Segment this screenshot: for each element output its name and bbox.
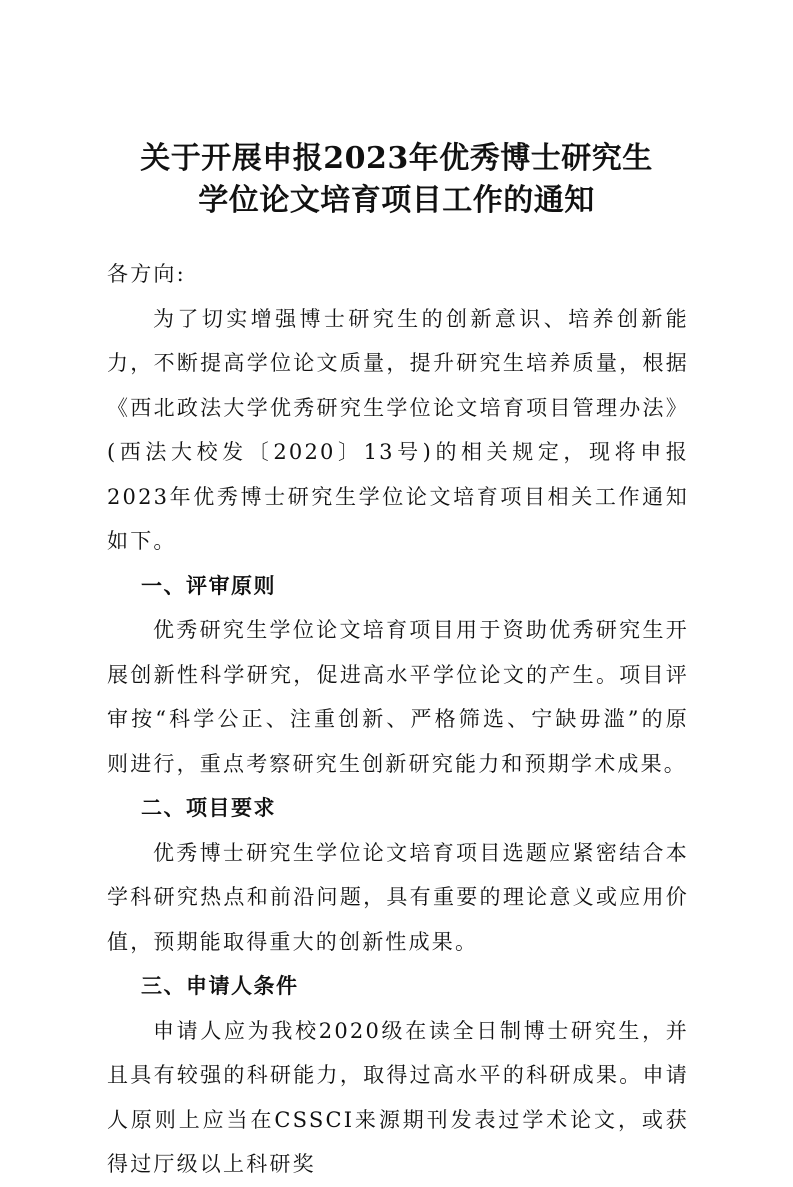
document-title-line-2: 学位论文培育项目工作的通知 <box>198 183 595 218</box>
intro-paragraph: 为了切实增强博士研究生的创新意识、培养创新能力，不断提高学位论文质量，提升研究生培养质量，根据《西北政法大学优秀研究生学位论文培育项目管理办法》(西法大校发〔2020〕13号)的相关规定，现将申报2023年优秀博士研究生学位论文培育项目相关工作通知如下。 <box>107 306 689 553</box>
section-text-review-principles: 优秀研究生学位论文培育项目用于资助优秀研究生开展创新性科学研究，促进高水平学位论文的产生。项目评审按“科学公正、注重创新、严格筛选、宁缺毋滥”的原则进行，重点考察研究生创新研究能力和预期学术成果。 <box>107 618 689 776</box>
section-text-project-requirements: 优秀博士研究生学位论文培育项目选题应紧密结合本学科研究热点和前沿问题，具有重要的理论意义或应用价值，预期能取得重大的创新性成果。 <box>107 840 689 954</box>
section-heading-review-principles: 一、评审原则 <box>141 573 276 598</box>
section-heading-project-requirements: 二、项目要求 <box>141 796 276 820</box>
section-text-applicant-conditions: 申请人应为我校2020级在读全日制博士研究生，并且具有较强的科研能力，取得过高水平的科研成果。申请人原则上应当在CSSCI来源期刊发表过学术论文，或获得过厅级以上科研奖 <box>107 1018 689 1176</box>
salutation: 各方向: <box>107 262 186 286</box>
document-body <box>107 252 689 1187</box>
document-title-line-1: 关于开展申报2023年优秀博士研究生 <box>140 141 653 176</box>
section-heading-applicant-conditions: 三、申请人条件 <box>141 974 299 998</box>
